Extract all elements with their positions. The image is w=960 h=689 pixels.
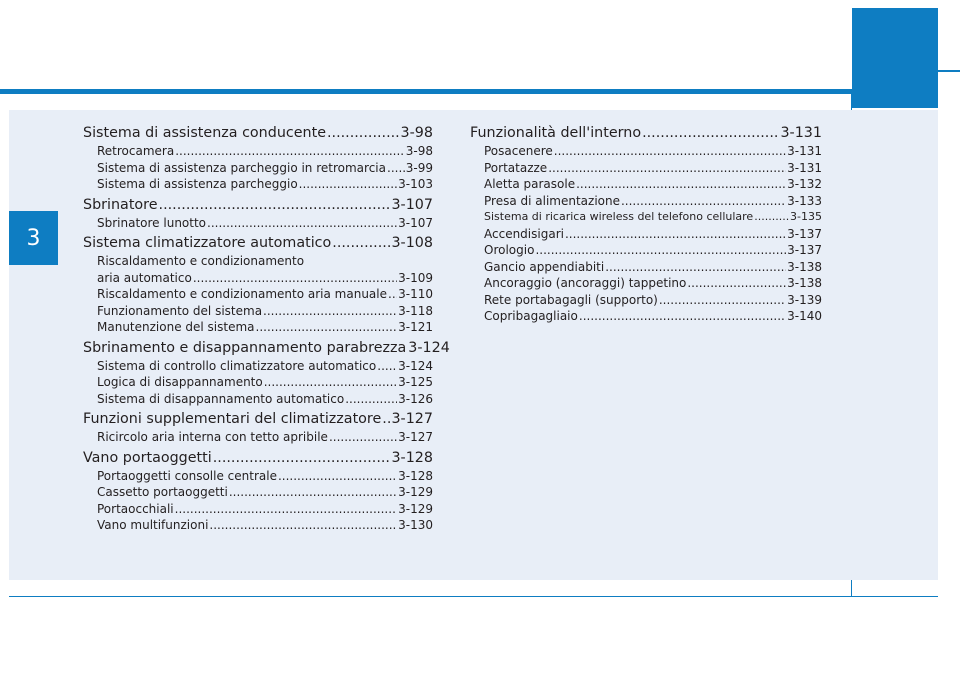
toc-page-number: 3-98 — [400, 125, 433, 141]
toc-title: Sistema di controllo climatizzatore automatico — [97, 358, 377, 373]
toc-page-number: 3-137 — [787, 243, 822, 257]
toc-title: Ricircolo aria interna con tetto apribile — [97, 430, 328, 444]
toc-entry[interactable] — [83, 501, 433, 518]
toc-leader — [687, 275, 786, 292]
toc-page-number: 3-107 — [391, 196, 433, 213]
toc-entry[interactable] — [83, 374, 433, 391]
toc-entry[interactable] — [83, 176, 433, 193]
corner-tab — [852, 8, 938, 108]
toc-entry[interactable] — [83, 286, 433, 303]
toc-title: Rete portabagagli (supporto) — [484, 292, 658, 307]
toc-entry[interactable] — [470, 176, 822, 193]
toc-title: Portatazze — [484, 160, 548, 175]
toc-page-number: 3-103 — [398, 177, 433, 191]
toc-leader — [256, 319, 398, 336]
toc-section[interactable] — [83, 410, 433, 429]
toc-page-number: 3-107 — [398, 215, 433, 230]
header-rule-right — [938, 70, 960, 72]
toc-title: Riscaldamento e condizionamento aria manuale — [97, 287, 387, 301]
toc-page-number: 3-118 — [398, 303, 433, 318]
toc-title: Aletta parasole — [484, 177, 576, 191]
toc-entry[interactable] — [470, 143, 822, 160]
toc-title: Accendisigari — [484, 226, 564, 241]
toc-column-right — [470, 124, 822, 325]
toc-entry[interactable] — [470, 193, 822, 210]
toc-title: Sbrinatore — [83, 196, 158, 213]
toc-entry[interactable] — [470, 160, 822, 177]
toc-page-number: 3-138 — [787, 259, 822, 274]
toc-title: Orologio — [484, 243, 535, 257]
toc-leader — [193, 270, 397, 287]
toc-page-number: 3-126 — [398, 391, 433, 406]
toc-entry[interactable] — [83, 303, 433, 320]
toc-title: Sistema di assistenza conducente — [83, 125, 326, 141]
footer-rule — [9, 596, 938, 597]
toc-leader — [299, 176, 397, 193]
toc-page-number: 3-128 — [391, 449, 433, 466]
toc-leader — [382, 410, 390, 429]
toc-title: Logica di disappannamento — [97, 375, 263, 389]
toc-page-number: 3-124 — [408, 339, 450, 356]
toc-page-number: 3-99 — [405, 160, 433, 175]
toc-leader — [659, 292, 786, 309]
chapter-number: 3 — [26, 225, 41, 251]
toc-page-number: 3-127 — [398, 430, 433, 444]
toc-entry[interactable] — [83, 160, 433, 177]
chapter-tab[interactable] — [9, 211, 58, 265]
toc-leader — [579, 308, 786, 325]
toc-page-number: 3-131 — [787, 160, 822, 175]
toc-page-number: 3-128 — [398, 468, 433, 483]
toc-leader — [209, 517, 397, 534]
toc-leader — [159, 196, 391, 215]
toc-page-number: 3-132 — [787, 177, 822, 191]
toc-title: Portaocchiali — [97, 501, 174, 516]
toc-section[interactable] — [83, 449, 433, 468]
toc-title: aria automatico — [97, 270, 192, 285]
toc-title: Funzionamento del sistema — [97, 303, 263, 318]
toc-title: Ancoraggio (ancoraggi) tappetino — [484, 276, 687, 290]
toc-leader — [642, 124, 779, 143]
toc-section[interactable] — [470, 124, 822, 143]
toc-leader — [621, 193, 786, 210]
toc-title: Sistema di ricarica wireless del telefono cellulare — [484, 210, 754, 223]
toc-entry[interactable] — [83, 517, 433, 534]
toc-title: Retrocamera — [97, 144, 175, 158]
toc-section[interactable] — [83, 339, 450, 358]
toc-leader — [377, 358, 397, 375]
toc-entry[interactable] — [470, 308, 822, 325]
toc-title: Sistema di assistenza parcheggio — [97, 177, 298, 191]
toc-section[interactable] — [83, 124, 433, 143]
toc-page-number: 3-131 — [780, 125, 822, 141]
toc-page-number: 3-133 — [787, 193, 822, 208]
toc-title: Sistema di assistenza parcheggio in retromarcia — [97, 160, 386, 175]
toc-title: Portaoggetti consolle centrale — [97, 468, 277, 483]
toc-entry[interactable] — [83, 484, 433, 501]
toc-title: Cassetto portaoggetti — [97, 485, 228, 499]
toc-entry[interactable] — [83, 270, 433, 287]
toc-entry[interactable] — [470, 275, 822, 292]
toc-title: Funzionalità dell'interno — [470, 125, 642, 141]
toc-leader — [565, 226, 786, 243]
toc-title: Riscaldamento e condizionamento — [97, 254, 305, 268]
toc-entry[interactable] — [470, 259, 822, 276]
toc-entry[interactable] — [470, 242, 822, 259]
toc-page-number: 3-125 — [398, 375, 433, 389]
toc-leader — [264, 374, 397, 391]
toc-title: Sbrinatore lunotto — [97, 215, 207, 230]
toc-title: Manutenzione del sistema — [97, 320, 255, 334]
toc-title: Vano portaoggetti — [83, 449, 212, 466]
toc-leader — [576, 176, 786, 193]
toc-entry[interactable] — [470, 292, 822, 309]
toc-leader — [213, 449, 391, 468]
toc-leader — [605, 259, 786, 276]
toc-section[interactable] — [83, 196, 433, 215]
toc-leader — [175, 501, 397, 518]
toc-leader — [548, 160, 786, 177]
toc-leader — [263, 303, 397, 320]
toc-title: Presa di alimentazione — [484, 193, 620, 208]
toc-leader — [345, 391, 397, 408]
toc-title: Vano multifunzioni — [97, 518, 209, 532]
toc-page-number: 3-108 — [391, 235, 433, 251]
toc-page-number: 3-109 — [398, 270, 433, 285]
toc-page-number: 3-129 — [398, 501, 433, 516]
toc-entry[interactable] — [83, 319, 433, 336]
toc-column-left — [83, 124, 450, 534]
toc-entry[interactable] — [83, 429, 433, 446]
toc-page-number: 3-130 — [398, 518, 433, 532]
toc-leader — [207, 215, 397, 232]
toc-page-number: 3-137 — [787, 226, 822, 241]
toc-page-number: 3-124 — [398, 358, 433, 373]
toc-leader — [754, 209, 789, 226]
toc-leader — [332, 234, 390, 253]
toc-page-number: 3-98 — [405, 144, 433, 158]
header-rule — [0, 89, 852, 94]
toc-page-number: 3-135 — [790, 210, 822, 223]
toc-title: Posacenere — [484, 144, 553, 158]
toc-title: Funzioni supplementari del climatizzatore — [83, 411, 382, 427]
toc-entry[interactable] — [470, 209, 822, 226]
toc-leader — [229, 484, 397, 501]
toc-leader — [535, 242, 786, 259]
toc-page-number: 3-139 — [787, 292, 822, 307]
toc-title: Copribagagliaio — [484, 309, 578, 323]
toc-leader — [388, 286, 397, 303]
toc-page-number: 3-131 — [787, 144, 822, 158]
toc-section[interactable] — [83, 234, 433, 253]
toc-leader — [329, 429, 397, 446]
toc-entry[interactable] — [83, 391, 433, 408]
toc-entry[interactable] — [83, 253, 433, 270]
toc-leader — [327, 124, 400, 143]
toc-entry[interactable] — [83, 215, 433, 232]
toc-title: Sbrinamento e disappannamento parabrezza — [83, 339, 407, 356]
toc-page-number: 3-138 — [787, 276, 822, 290]
toc-title: Sistema climatizzatore automatico — [83, 235, 332, 251]
toc-leader — [175, 143, 405, 160]
toc-page-number: 3-129 — [398, 485, 433, 499]
toc-page-number: 3-121 — [398, 320, 433, 334]
toc-leader — [387, 160, 405, 177]
toc-title: Gancio appendiabiti — [484, 259, 605, 274]
toc-entry[interactable] — [83, 358, 433, 375]
toc-title: Sistema di disappannamento automatico — [97, 391, 345, 406]
toc-leader — [554, 143, 786, 160]
toc-entry[interactable] — [83, 143, 433, 160]
toc-entry[interactable] — [470, 226, 822, 243]
toc-page-number: 3-110 — [398, 287, 433, 301]
toc-leader — [278, 468, 397, 485]
toc-page-number: 3-127 — [391, 411, 433, 427]
toc-entry[interactable] — [83, 468, 433, 485]
toc-page-number: 3-140 — [787, 309, 822, 323]
